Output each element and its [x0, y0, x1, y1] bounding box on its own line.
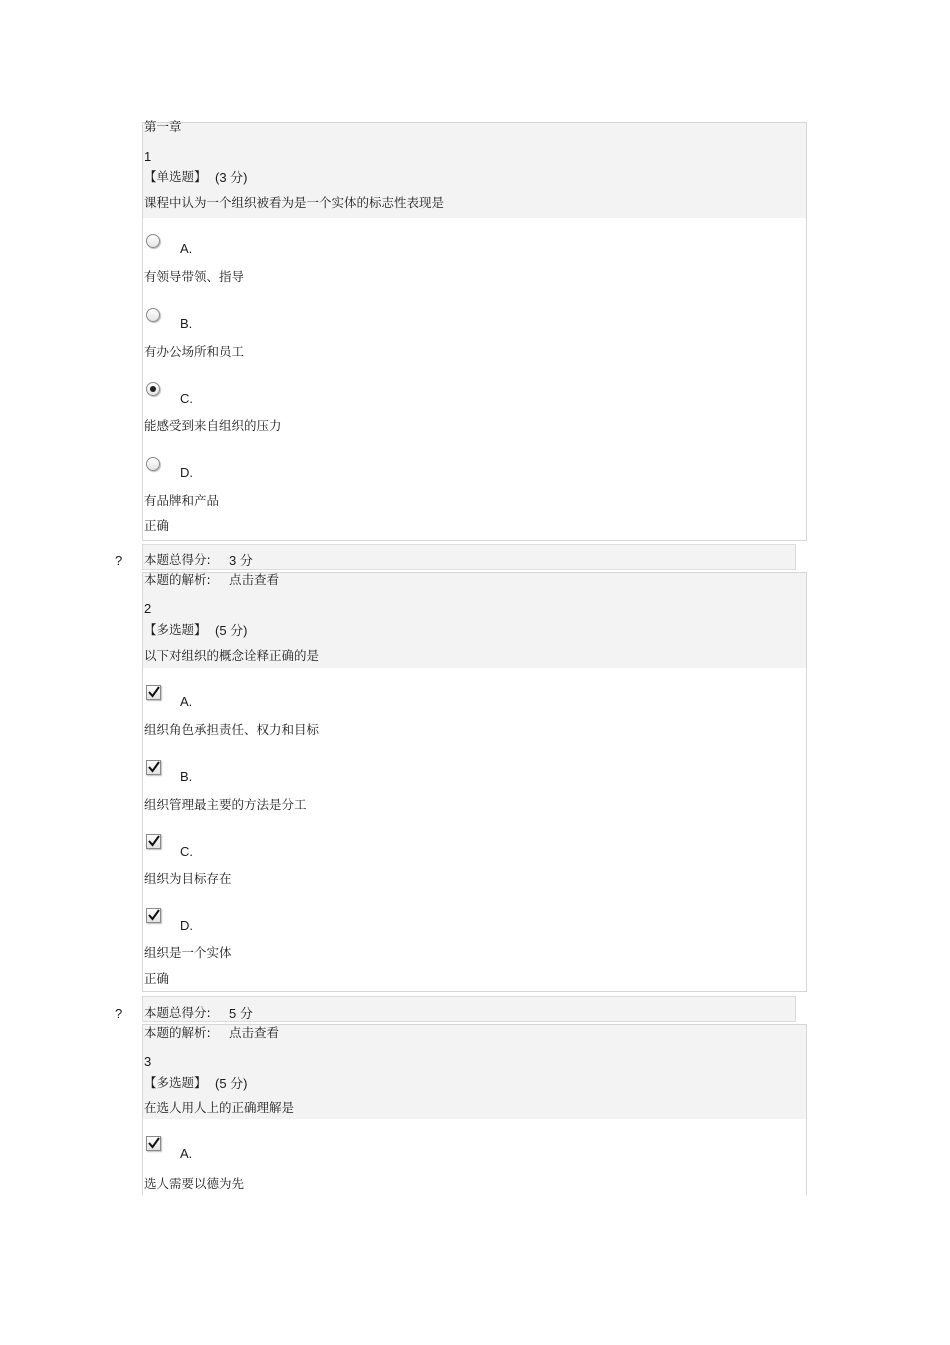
- analysis-link[interactable]: 点击查看: [229, 1025, 280, 1040]
- option-c-checkbox[interactable]: [146, 834, 161, 849]
- option-a-letter: A.: [180, 1146, 193, 1161]
- option-d-letter: D.: [180, 465, 193, 480]
- score-label: 本题总得分:: [144, 1005, 211, 1020]
- option-a-letter: A.: [180, 241, 193, 256]
- result-status: 正确: [144, 518, 170, 533]
- analysis-label: 本题的解析:: [144, 572, 211, 587]
- checkmark-icon: [148, 909, 161, 921]
- score-prefix: ?: [115, 1006, 123, 1021]
- option-d-checkbox[interactable]: [146, 908, 161, 923]
- checkmark-icon: [148, 686, 161, 698]
- question-type: 【多选题】: [144, 622, 207, 637]
- question-type: 【多选题】: [144, 1075, 207, 1090]
- radio-selected-dot: [150, 386, 156, 392]
- result-status: 正确: [144, 971, 170, 986]
- question-number: 3: [144, 1054, 152, 1069]
- option-b-letter: B.: [180, 769, 193, 784]
- question-stem: 在选人用人上的正确理解是: [144, 1100, 295, 1115]
- option-b-text: 有办公场所和员工: [144, 344, 245, 359]
- option-d-radio[interactable]: [146, 457, 160, 471]
- question-points: (5 分): [215, 623, 248, 638]
- analysis-label: 本题的解析:: [144, 1025, 211, 1040]
- score-value: 5 分: [229, 1006, 253, 1021]
- question-stem: 以下对组织的概念诠释正确的是: [144, 648, 320, 663]
- option-b-radio[interactable]: [146, 308, 160, 322]
- option-d-text: 组织是一个实体: [144, 945, 232, 960]
- option-a-checkbox[interactable]: [146, 685, 161, 700]
- option-a-text: 有领导带领、指导: [144, 269, 245, 284]
- option-a-text: 选人需要以德为先: [144, 1176, 245, 1191]
- option-c-radio[interactable]: [146, 382, 160, 396]
- chapter-title: 第一章: [144, 119, 182, 134]
- score-label: 本题总得分:: [144, 552, 211, 567]
- option-a-text: 组织角色承担责任、权力和目标: [144, 722, 320, 737]
- question-points: (3 分): [215, 170, 248, 185]
- option-a-checkbox[interactable]: [146, 1136, 161, 1151]
- checkmark-icon: [148, 835, 161, 847]
- option-c-letter: C.: [180, 844, 193, 859]
- analysis-link[interactable]: 点击查看: [229, 572, 280, 587]
- checkmark-icon: [148, 761, 161, 773]
- question-stem: 课程中认为一个组织被看为是一个实体的标志性表现是: [144, 195, 445, 210]
- option-b-letter: B.: [180, 316, 193, 331]
- option-c-text: 能感受到来自组织的压力: [144, 418, 282, 433]
- option-c-text: 组织为目标存在: [144, 871, 232, 886]
- option-a-radio[interactable]: [146, 234, 160, 248]
- option-d-letter: D.: [180, 918, 193, 933]
- question-number: 2: [144, 601, 152, 616]
- score-prefix: ?: [115, 553, 123, 568]
- question-type: 【单选题】: [144, 169, 207, 184]
- option-c-letter: C.: [180, 391, 193, 406]
- option-d-text: 有品牌和产品: [144, 493, 220, 508]
- question-number: 1: [144, 149, 152, 164]
- question-points: (5 分): [215, 1076, 248, 1091]
- option-a-letter: A.: [180, 694, 193, 709]
- checkmark-icon: [148, 1137, 161, 1149]
- option-b-checkbox[interactable]: [146, 760, 161, 775]
- option-b-text: 组织管理最主要的方法是分工: [144, 797, 307, 812]
- score-value: 3 分: [229, 553, 253, 568]
